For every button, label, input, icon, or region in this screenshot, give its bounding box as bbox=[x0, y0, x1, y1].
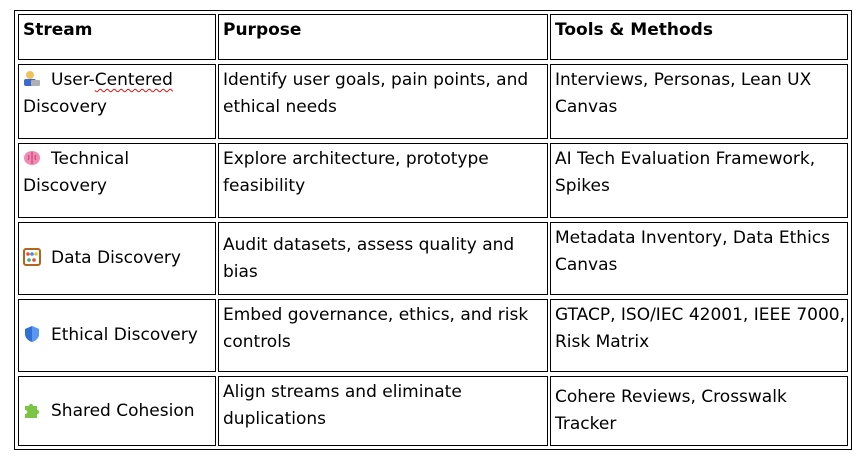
purpose-line-2: controls bbox=[223, 332, 291, 352]
stream-line-1 bbox=[23, 67, 215, 94]
stream-line-1 bbox=[23, 245, 215, 272]
row-2-purpose bbox=[218, 143, 548, 218]
stream-text-b: Centered bbox=[94, 70, 173, 90]
stream-line-1 bbox=[23, 146, 215, 173]
stream-text-1: Technical bbox=[51, 149, 130, 169]
purpose-line-1: Explore architecture, prototype bbox=[223, 149, 489, 169]
purpose-line-2: ethical needs bbox=[223, 97, 337, 117]
stream-text: Shared Cohesion bbox=[51, 400, 195, 421]
tools-line-2: Canvas bbox=[555, 255, 618, 275]
tools-line-1: Cohere Reviews, Crosswalk Tracker bbox=[555, 387, 787, 434]
purpose-line-2: duplications bbox=[223, 409, 326, 429]
row-5-purpose bbox=[218, 376, 548, 446]
row-1-purpose bbox=[218, 64, 548, 139]
shield-icon bbox=[23, 325, 41, 343]
row-3-tools bbox=[550, 222, 848, 295]
stream-text: Data Discovery bbox=[51, 248, 181, 268]
tools-line-1: Interviews, Personas, Lean UX bbox=[555, 70, 812, 90]
row-5-tools bbox=[550, 376, 848, 446]
stream-text-c: Discovery bbox=[23, 97, 107, 117]
purpose-line-2: feasibility bbox=[223, 176, 306, 196]
header-stream bbox=[18, 14, 216, 60]
purpose-line-1: Embed governance, ethics, and risk bbox=[223, 305, 529, 325]
tools-line-1: AI Tech Evaluation Framework, bbox=[555, 149, 816, 169]
brain-icon bbox=[23, 149, 41, 167]
header-purpose bbox=[218, 14, 548, 60]
tools-line-2: Canvas bbox=[555, 97, 618, 117]
row-1-stream bbox=[18, 64, 216, 139]
stream-line-1 bbox=[23, 398, 215, 425]
tools-line-1: Metadata Inventory, Data Ethics bbox=[555, 228, 831, 248]
stream-text: Ethical Discovery bbox=[51, 325, 198, 345]
puzzle-piece-icon bbox=[23, 401, 41, 419]
purpose-line-1: Align streams and eliminate bbox=[223, 382, 462, 402]
abacus-icon bbox=[23, 248, 41, 266]
row-2-stream bbox=[18, 143, 216, 218]
header-stream-label: Stream bbox=[23, 20, 93, 40]
stream-line-1 bbox=[23, 322, 215, 349]
row-1-tools bbox=[550, 64, 848, 139]
purpose-line-1: Audit datasets, assess quality and bias bbox=[223, 234, 515, 282]
row-5-stream bbox=[18, 376, 216, 446]
stream-text-a: User- bbox=[51, 70, 95, 90]
technologist-icon bbox=[23, 70, 41, 88]
tools-line-2: Risk Matrix bbox=[555, 332, 650, 352]
stream-text-2: Discovery bbox=[23, 176, 107, 196]
row-3-purpose bbox=[218, 222, 548, 295]
header-tools bbox=[550, 14, 848, 60]
header-tools-label: Tools & Methods bbox=[555, 20, 713, 40]
row-4-purpose bbox=[218, 299, 548, 372]
row-4-tools bbox=[550, 299, 848, 372]
tools-line-1: GTACP, ISO/IEC 42001, IEEE 7000, bbox=[555, 305, 846, 325]
tools-line-2: Spikes bbox=[555, 176, 610, 196]
row-2-tools bbox=[550, 143, 848, 218]
row-3-stream bbox=[18, 222, 216, 295]
purpose-line-1: Identify user goals, pain points, and bbox=[223, 70, 529, 90]
row-4-stream bbox=[18, 299, 216, 372]
header-purpose-label: Purpose bbox=[223, 20, 302, 40]
